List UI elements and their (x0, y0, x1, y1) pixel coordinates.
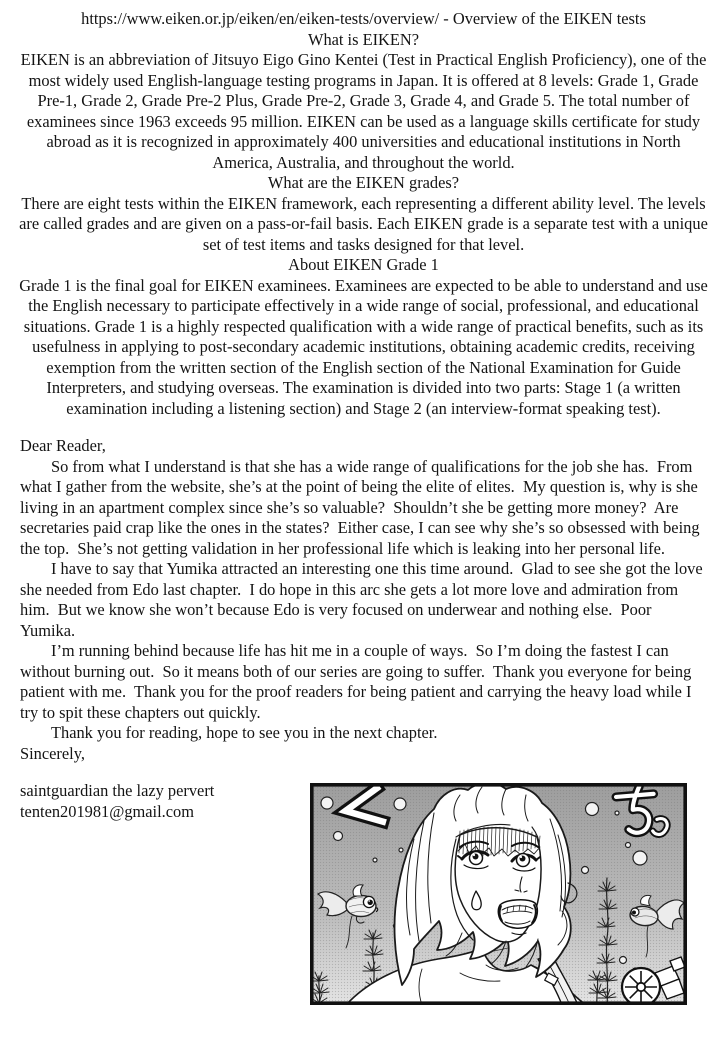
closing: Sincerely, (20, 743, 85, 763)
body-eiken-grades: There are eight tests within the EIKEN framework, each representing a different ability level. The levels are called grades and are given on a pass-or-fail basis. Each EIKEN grade is a separate test with a unique set of test items and tasks designed for that level. (19, 193, 708, 254)
letter-paragraph-4: Thank you for reading, hope to see you in the next chapter. (51, 723, 438, 742)
heading-eiken-grade-1: About EIKEN Grade 1 (288, 255, 439, 274)
manga-panel-art (310, 783, 687, 1005)
letter-paragraph-1: So from what I understand is that she has a wide range of qualifications for the job she has. From what I gather from the website, she’s at the point of being the elite of elites. My question is, why is she living in an apartment complex since she’s so valuable? Shouldn’t she be getting more money? Are secretaries paid crap like the ones in the states? Either case, I can see why she’s so obsessed with being the top. She’s not getting validation in her professional life which is leaking into her personal life. (20, 456, 704, 558)
translator-letter (0, 436, 727, 822)
body-what-is-eiken: EIKEN is an abbreviation of Jitsuyo Eigo Gino Kentei (Test in Practical English Proficiency), one of the most widely used English-language testing programs in Japan. It is offered at 8 levels: Grade 1, Grade Pre-1, Grade 2, Grade Pre-2 Plus, Grade Pre-2, Grade 3, Grade 4, and Grade 5. The total number of examinees since 1963 exceeds 95 million. EIKEN can be used as a language skills certificate for study abroad as it is recognized in approximately 400 universities and educational institutions in North America, Australia, and throughout the world. (20, 50, 707, 172)
body-eiken-grade-1: Grade 1 is the final goal for EIKEN examinees. Examinees are expected to be able to understand and use the English necessary to participate effectively in a wide range of social, professional, and educational situations. Grade 1 is a highly respected qualification with a wide range of practical benefits, such as its usefulness in applying to post-secondary academic institutions, obtaining academic credits, receiving exemption from the written section of the English section of the National Examination for Guide Interpreters, and studying overseas. The examination is divided into two parts: Stage 1 (a written examination including a listening section) and Stage 2 (an interview-format speaking test). (19, 275, 708, 418)
source-url-line: https://www.eiken.or.jp/eiken/en/eiken-tests/overview/ - Overview of the EIKEN tests (81, 9, 646, 28)
salutation: Dear Reader, (20, 436, 106, 455)
signature-name: saintguardian the lazy pervert (20, 781, 215, 800)
heading-what-is-eiken: What is EIKEN? (307, 29, 420, 49)
manga-panel (310, 783, 687, 1005)
eiken-info-block (0, 0, 727, 419)
letter-paragraph-3: I’m running behind because life has hit me in a couple of ways. So I’m doing the fastest I can without burning out. So it means both of our series are going to suffer. Thank you everyone for being patient with me. Thank you for the proof readers for being patient and carrying the heavy load while I try to spit these chapters out quickly. (20, 641, 696, 722)
girl-mouth (498, 900, 537, 928)
letter-paragraph-2: I have to say that Yumika attracted an interesting one this time around. Glad to see she got the love she needed from Edo last chapter. I do hope in this arc she gets a lot more love and admiration from him. But we know she won’t because Edo is very focused on underwear and nothing else. Poor Yumika. (20, 559, 707, 640)
heading-eiken-grades: What are the EIKEN grades? (267, 173, 460, 192)
signature-email: tenten201981@gmail.com (20, 801, 194, 821)
